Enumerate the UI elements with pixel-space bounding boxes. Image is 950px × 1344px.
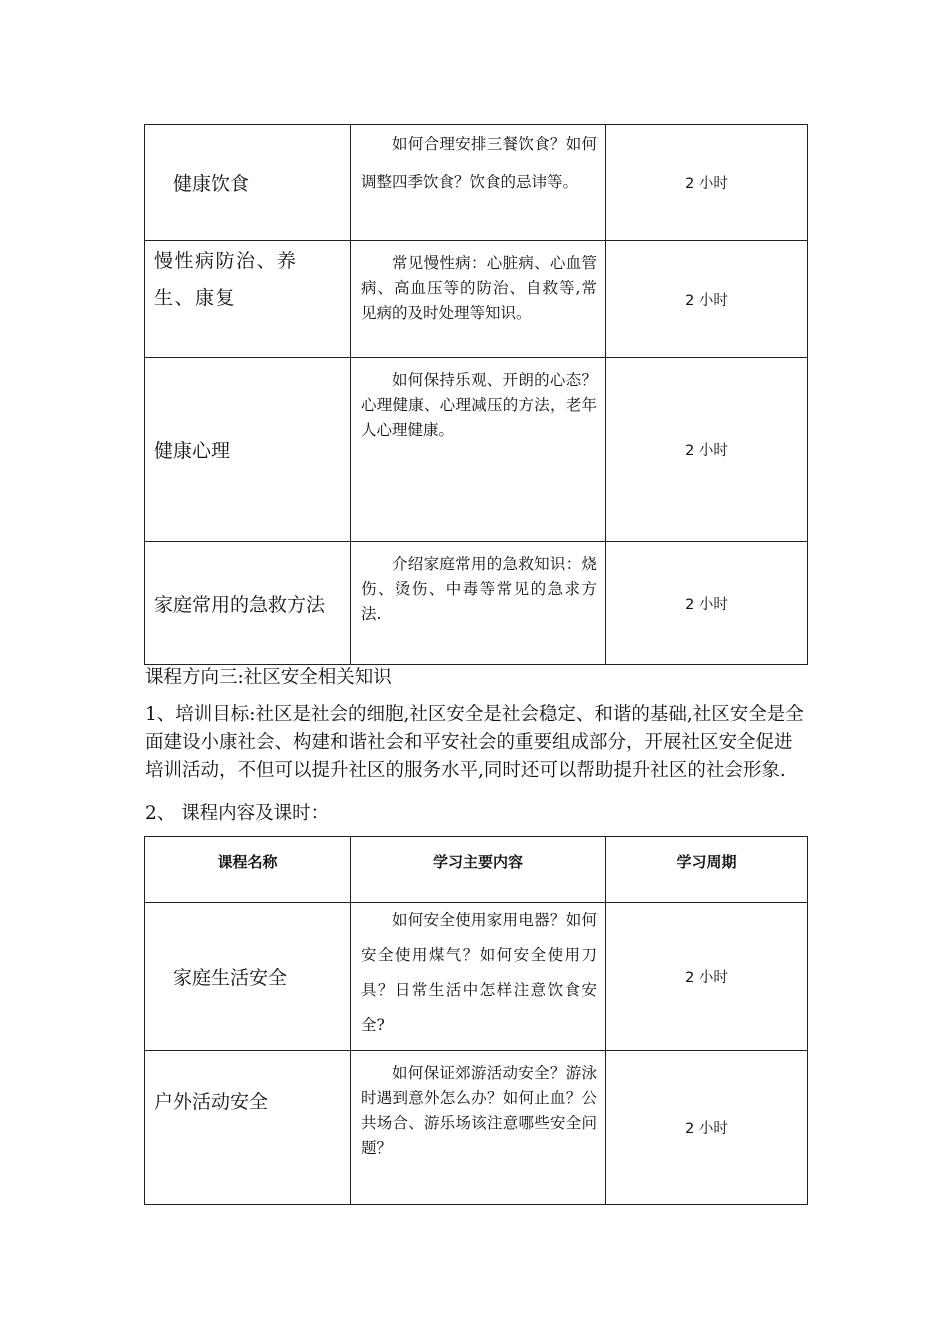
course-hours-cell: [606, 1051, 808, 1205]
course-hours: 2 小时: [685, 443, 728, 459]
course-name: 家庭生活安全: [173, 967, 288, 989]
course-hours-cell: [606, 358, 808, 542]
table-row: [145, 903, 808, 1051]
course-table-safety: [144, 836, 808, 1205]
course-name: 健康心理: [154, 440, 231, 462]
course-hours-cell: [606, 241, 808, 358]
course-table-health: [144, 124, 808, 665]
training-goal-paragraph: 1、培训目标:社区是社会的细胞,社区安全是社会稳定、和谐的基础,社区安全是全面建设小康社会、构建和谐社会和平安社会的重要组成部分，开展社区安全促进培训活动，不但可以提升社区的服务水平,同时还可以帮助提升社区的社会形象.: [145, 704, 804, 781]
table-row: [145, 125, 808, 241]
course-name: 健康饮食: [173, 173, 250, 195]
section-heading: 课程方向三:社区安全相关知识: [145, 667, 392, 688]
course-name: 家庭常用的急救方法: [154, 593, 326, 616]
course-name-cell: [145, 241, 351, 358]
course-hours-cell: [606, 542, 808, 665]
course-content-heading: 2、 课程内容及课时：: [145, 803, 330, 824]
course-hours: 2 小时: [685, 596, 728, 613]
course-content-cell: [351, 358, 606, 542]
header-main-content: 学习主要内容: [351, 837, 606, 903]
course-content: 如何保证郊游活动安全？游泳时遇到意外怎么办？如何止血？公共场合、游乐场该注意哪些安全问题？: [361, 1064, 597, 1157]
course-content: 介绍家庭常用的急救知识：烧伤、烫伤、中毒等常见的急求方法.: [361, 555, 597, 623]
course-content-cell: [351, 903, 606, 1051]
course-content-cell: [351, 542, 606, 665]
course-hours-cell: [606, 125, 808, 241]
course-name: 慢性病防治、养生、康复: [154, 250, 298, 309]
header-study-period: 学习周期: [606, 837, 808, 903]
course-hours: 2 小时: [685, 1121, 728, 1137]
course-content-cell: [351, 1051, 606, 1205]
table-row: [145, 1051, 808, 1205]
table-header-row: [145, 837, 808, 903]
course-hours-cell: [606, 903, 808, 1051]
course-name-cell: [145, 542, 351, 665]
course-hours: 2 小时: [685, 176, 728, 192]
course-content: 如何合理安排三餐饮食？如何调整四季饮食？饮食的忌讳等。: [361, 135, 597, 191]
course-content: 如何保持乐观、开朗的心态？心理健康、心理减压的方法，老年人心理健康。: [361, 371, 597, 439]
course-hours: 2 小时: [685, 292, 728, 309]
course-name-cell: [145, 358, 351, 542]
course-content: 常见慢性病：心脏病、心血管病、高血压等的防治、自救等,常见病的及时处理等知识。: [361, 254, 597, 322]
course-name: 户外活动安全: [154, 1091, 269, 1113]
course-content-cell: [351, 241, 606, 358]
course-name-cell: [145, 125, 351, 241]
course-name-cell: [145, 903, 351, 1051]
course-content: 如何安全使用家用电器？如何安全使用煤气？如何安全使用刀具？日常生活中怎样注意饮食安全?: [361, 911, 597, 1034]
table-row: [145, 241, 808, 358]
course-content-cell: [351, 125, 606, 241]
table-row: [145, 542, 808, 665]
course-name-cell: [145, 1051, 351, 1205]
table-row: [145, 358, 808, 542]
header-course-name: 课程名称: [145, 837, 351, 903]
course-hours: 2 小时: [685, 970, 728, 986]
